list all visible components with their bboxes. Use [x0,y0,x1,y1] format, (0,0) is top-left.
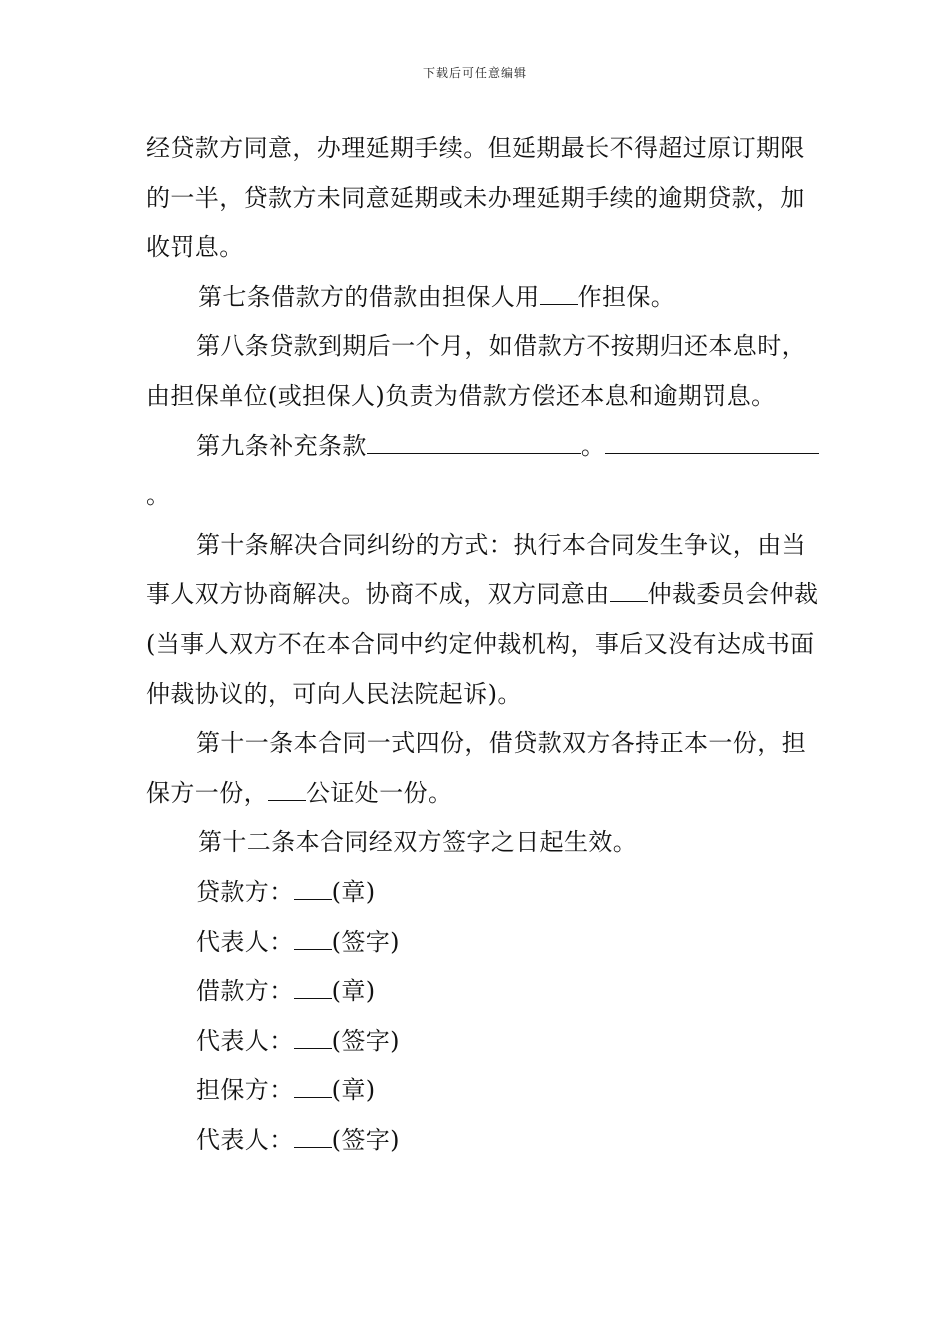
signature-line-borrower [146,967,826,1017]
blank-field [294,1075,332,1098]
article-7-text-after: 作担保。 [577,282,676,311]
blank-field [268,778,306,801]
article-9-text-after: 。 [146,481,171,510]
blank-field [294,927,332,950]
blank-field [294,1125,332,1148]
paragraph-article-9 [146,422,826,521]
signature-suffix: (章) [331,877,376,906]
signature-line-lender [146,868,826,918]
signature-suffix: (章) [331,977,376,1006]
blank-field [605,431,783,454]
blank-field [783,431,819,454]
signature-label: 贷款方： [196,877,294,906]
paragraph-extension: 经贷款方同意，办理延期手续。但延期最长不得超过原订期限的一半，贷款方未同意延期或未办理延期手续的逾期贷款，加收罚息。 [146,134,805,262]
article-10-text-after: 仲裁委员会仲裁(当事人双方不在本合同中约定仲裁机构，事后又没有达成书面仲裁协议的，可向人民法院起诉)。 [146,580,819,708]
paragraph-article-11 [146,719,826,818]
signature-line-guarantor [146,1066,826,1116]
signature-suffix: (签字) [331,1026,400,1055]
blank-field [540,282,578,305]
article-10-text-before: 第十条解决合同纠纷的方式：执行本合同发生争议，由当事人双方协商解决。协商不成，双方同意由 [146,530,806,609]
blank-field [294,877,332,900]
contract-body [146,124,826,1165]
paragraph-article-7 [146,273,826,323]
signature-label: 代表人： [196,1026,294,1055]
article-7-text-before: 第七条借款方的借款由担保人用 [198,282,540,311]
blank-field [367,431,581,454]
signature-label: 代表人： [196,927,294,956]
signature-line-lender-representative [146,918,826,968]
paragraph-article-10 [146,521,826,719]
article-9-text-middle: 。 [580,431,606,460]
article-9-text-before: 第九条补充条款 [196,431,367,460]
signature-suffix: (章) [331,1076,376,1105]
blank-field [294,1026,332,1049]
article-11-text-before: 第十一条本合同一式四份，借贷款双方各持正本一份，担保方一份， [146,729,806,807]
signature-line-guarantor-representative [146,1116,826,1166]
page-header: 下载后可任意编辑 [422,66,527,80]
signature-label: 代表人： [196,1125,294,1154]
signature-label: 借款方： [196,977,294,1006]
signature-label: 担保方： [196,1076,294,1105]
signature-suffix: (签字) [331,1125,400,1154]
blank-field [610,579,648,602]
paragraph-article-12: 第十二条本合同经双方签字之日起生效。 [198,828,638,857]
signature-suffix: (签字) [331,927,400,956]
article-11-text-after: 公证处一份。 [306,778,453,807]
blank-field [294,976,332,999]
paragraph-article-8: 第八条贷款到期后一个月，如借款方不按期归还本息时，由担保单位(或担保人)负责为借款方偿还本息和逾期罚息。 [146,332,806,410]
signature-line-borrower-representative [146,1017,826,1067]
